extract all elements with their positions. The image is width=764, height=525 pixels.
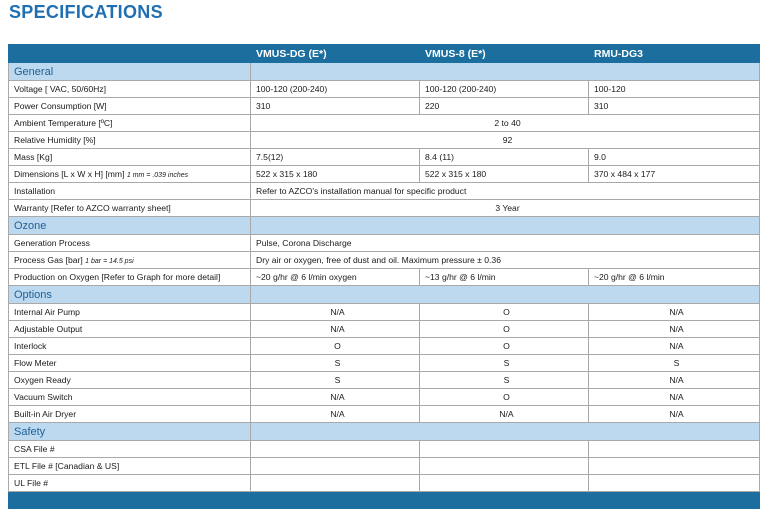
cell-value: 310: [589, 98, 760, 115]
row-label: CSA File #: [9, 441, 251, 458]
cell-value: N/A: [589, 338, 760, 355]
table-row: [9, 338, 760, 355]
row-label: ETL File # [Canadian & US]: [9, 458, 251, 475]
cell-value: Dry air or oxygen, free of dust and oil. Maximum pressure ± 0.36: [251, 252, 760, 269]
table-row: [9, 355, 760, 372]
table-row: [9, 81, 760, 98]
cell-value: 7.5(12): [251, 149, 420, 166]
cell-value: 9.0: [589, 149, 760, 166]
cell-value: N/A: [589, 389, 760, 406]
row-label: Flow Meter: [9, 355, 251, 372]
cell-value: S: [420, 355, 589, 372]
cell-value: O: [420, 304, 589, 321]
table-row: [9, 115, 760, 132]
row-label: Interlock: [9, 338, 251, 355]
header-blank: [9, 45, 251, 63]
row-label: Power Consumption [W]: [9, 98, 251, 115]
row-label: Relative Humidity [%]: [9, 132, 251, 149]
specifications-table: [8, 44, 760, 509]
section-row-ozone: [9, 217, 760, 235]
row-label: [9, 252, 251, 269]
cell-value: N/A: [589, 406, 760, 423]
cell-value: N/A: [589, 321, 760, 338]
table-row: [9, 200, 760, 217]
row-label: Adjustable Output: [9, 321, 251, 338]
row-label: Built-in Air Dryer: [9, 406, 251, 423]
cell-value: S: [420, 372, 589, 389]
row-label-text: Dimensions [L x W x H] [mm]: [14, 169, 125, 179]
row-label: UL File #: [9, 475, 251, 492]
table-footer-bar: [9, 492, 760, 509]
table-row: [9, 166, 760, 183]
row-label: Installation: [9, 183, 251, 200]
cell-value: 100-120 (200-240): [251, 81, 420, 98]
table-row: [9, 132, 760, 149]
table-row: [9, 441, 760, 458]
row-label: Vacuum Switch: [9, 389, 251, 406]
table-row: [9, 183, 760, 200]
column-header: RMU-DG3: [589, 45, 760, 63]
cell-value: N/A: [420, 406, 589, 423]
section-label: Options: [9, 286, 251, 304]
table-row: [9, 235, 760, 252]
row-label: [9, 166, 251, 183]
unit-note: 1 bar = 14.5 psi: [85, 258, 134, 265]
row-label-text: Process Gas [bar]: [14, 255, 83, 265]
cell-value: 100-120 (200-240): [420, 81, 589, 98]
cell-value: O: [251, 338, 420, 355]
section-row-general: [9, 63, 760, 81]
table-header-row: [9, 45, 760, 63]
page-title: SPECIFICATIONS: [9, 2, 163, 22]
section-label: General: [9, 63, 251, 81]
section-row-safety: [9, 423, 760, 441]
row-label: Generation Process: [9, 235, 251, 252]
cell-value: 8.4 (11): [420, 149, 589, 166]
section-row-options: [9, 286, 760, 304]
cell-value: N/A: [589, 372, 760, 389]
cell-value: 220: [420, 98, 589, 115]
row-label: Warranty [Refer to AZCO warranty sheet]: [9, 200, 251, 217]
table-row: [9, 321, 760, 338]
cell-value: S: [251, 372, 420, 389]
column-header: VMUS-DG (E*): [251, 45, 420, 63]
cell-value: Refer to AZCO's installation manual for specific product: [251, 183, 760, 200]
cell-value: 3 Year: [251, 200, 760, 217]
cell-value: N/A: [251, 321, 420, 338]
cell-value: 310: [251, 98, 420, 115]
cell-value: O: [420, 321, 589, 338]
cell-value: 100-120: [589, 81, 760, 98]
cell-value: Pulse, Corona Discharge: [251, 235, 760, 252]
table-row: [9, 389, 760, 406]
cell-value: 522 x 315 x 180: [251, 166, 420, 183]
cell-value: 370 x 484 x 177: [589, 166, 760, 183]
row-label: Production on Oxygen [Refer to Graph for more detail]: [9, 269, 251, 286]
section-label: Safety: [9, 423, 251, 441]
cell-value: O: [420, 389, 589, 406]
row-label: Mass [Kg]: [9, 149, 251, 166]
cell-value: N/A: [251, 304, 420, 321]
cell-value: 2 to 40: [251, 115, 760, 132]
section-label: Ozone: [9, 217, 251, 235]
table-row: [9, 372, 760, 389]
unit-note: 1 mm = .039 inches: [126, 172, 189, 179]
row-label: Internal Air Pump: [9, 304, 251, 321]
table-row: [9, 406, 760, 423]
cell-value: 92: [251, 132, 760, 149]
cell-value: ~13 g/hr @ 6 l/min: [420, 269, 589, 286]
row-label: Ambient Temperature [ºC]: [9, 115, 251, 132]
cell-value: S: [251, 355, 420, 372]
table-row: [9, 304, 760, 321]
column-header: VMUS-8 (E*): [420, 45, 589, 63]
row-label: Voltage [ VAC, 50/60Hz]: [9, 81, 251, 98]
table-row: [9, 475, 760, 492]
cell-value: ~20 g/hr @ 6 l/min: [589, 269, 760, 286]
table-row: [9, 269, 760, 286]
cell-value: S: [589, 355, 760, 372]
cell-value: O: [420, 338, 589, 355]
cell-value: ~20 g/hr @ 6 l/min oxygen: [251, 269, 420, 286]
table-row: [9, 98, 760, 115]
row-label: Oxygen Ready: [9, 372, 251, 389]
cell-value: N/A: [589, 304, 760, 321]
table-row: [9, 458, 760, 475]
table-row: [9, 149, 760, 166]
cell-value: N/A: [251, 406, 420, 423]
cell-value: N/A: [251, 389, 420, 406]
table-row: [9, 252, 760, 269]
cell-value: 522 x 315 x 180: [420, 166, 589, 183]
